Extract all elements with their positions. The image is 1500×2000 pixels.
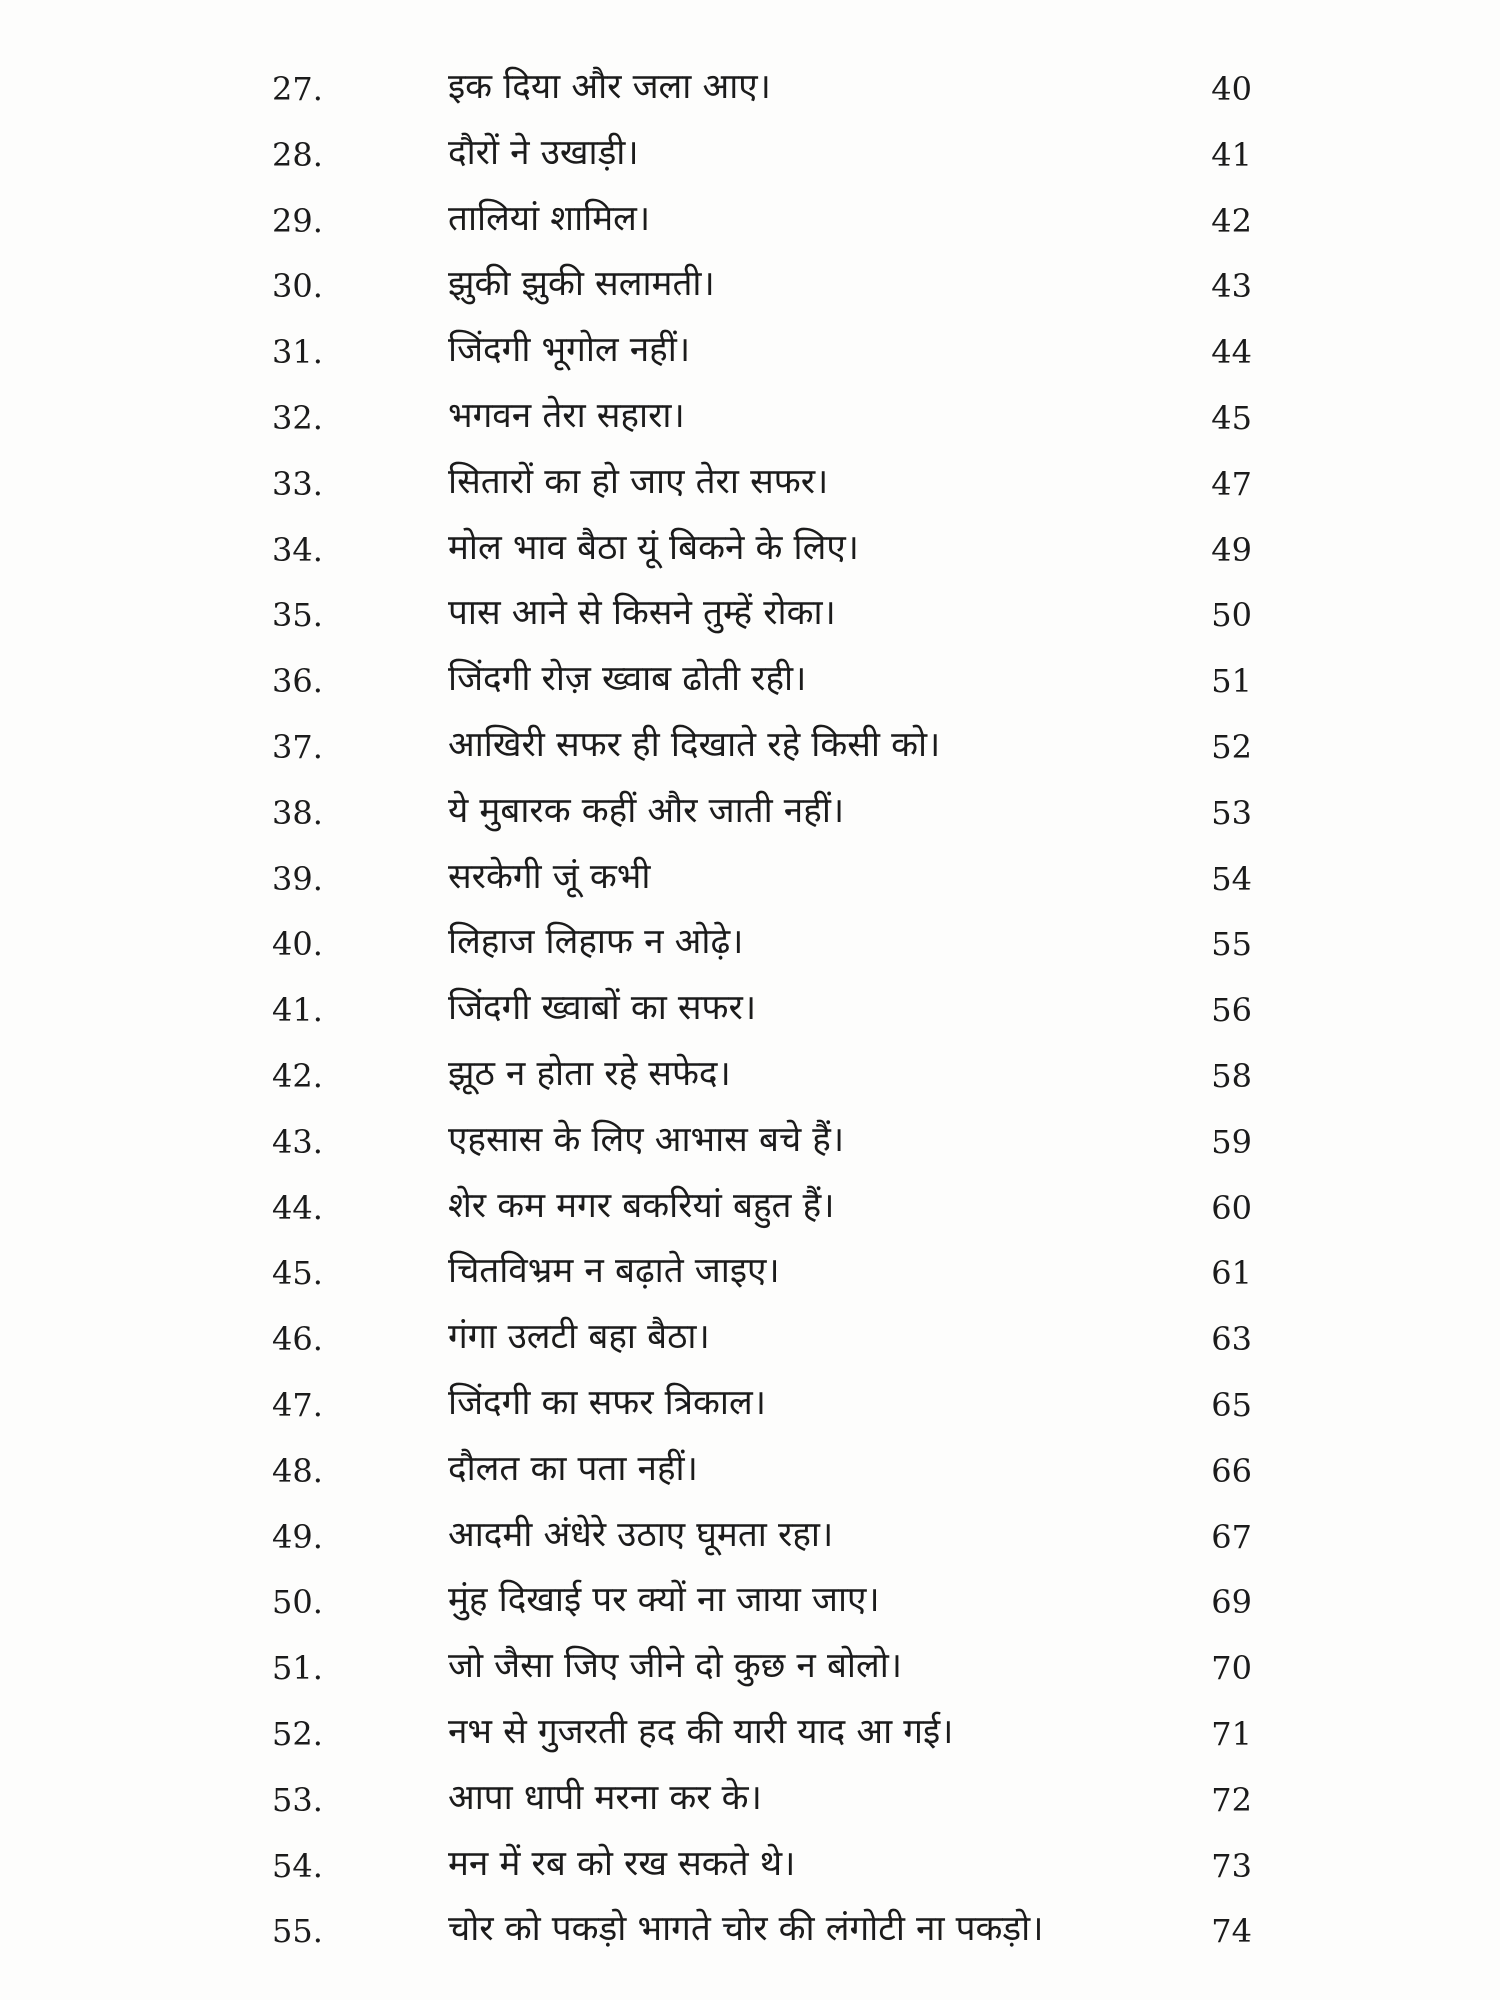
toc-entry — [0, 1051, 1500, 1117]
toc-entry-title: भगवन तेरा सहारा। — [448, 395, 685, 436]
toc-entry-number: 34. — [272, 530, 323, 569]
toc-entry-title: झुकी झुकी सलामती। — [448, 264, 715, 305]
toc-entry-number: 45. — [272, 1254, 323, 1293]
toc-entry-page-number: 61 — [1211, 1254, 1252, 1293]
toc-entry-page-number: 55 — [1211, 925, 1252, 964]
toc-entry-title: आखिरी सफर ही दिखाते रहे किसी को। — [448, 724, 941, 765]
toc-entry-number: 53. — [272, 1780, 323, 1819]
toc-entry-title: शेर कम मगर बकरियां बहुत हैं। — [448, 1185, 835, 1226]
toc-entry-number: 42. — [272, 1056, 323, 1095]
toc-entry-page-number: 71 — [1211, 1714, 1252, 1753]
toc-entry — [0, 261, 1500, 327]
toc-entry-page-number: 43 — [1211, 267, 1252, 306]
toc-entry-number: 39. — [272, 859, 323, 898]
toc-entry-number: 47. — [272, 1385, 323, 1424]
toc-entry-number: 38. — [272, 793, 323, 832]
toc-entry-number: 43. — [272, 1122, 323, 1161]
toc-entry — [0, 1709, 1500, 1775]
toc-entry-page-number: 65 — [1211, 1385, 1252, 1424]
toc-entry-title: चितविभ्रम न बढ़ाते जाइए। — [448, 1251, 780, 1292]
toc-entry-page-number: 60 — [1211, 1188, 1252, 1227]
toc-entry — [0, 1117, 1500, 1183]
toc-entry-number: 55. — [272, 1912, 323, 1951]
toc-entry-page-number: 53 — [1211, 793, 1252, 832]
toc-entry-title: लिहाज लिहाफ न ओढ़े। — [448, 922, 744, 963]
toc-entry-page-number: 50 — [1211, 596, 1252, 635]
toc-entry-title: जिंदगी रोज़ ख्वाब ढोती रही। — [448, 659, 807, 700]
toc-entry — [0, 459, 1500, 525]
toc-entry — [0, 854, 1500, 920]
toc-entry-number: 28. — [272, 135, 323, 174]
toc-entry-title: मोल भाव बैठा यूं बिकने के लिए। — [448, 527, 859, 568]
toc-entry-number: 52. — [272, 1714, 323, 1753]
toc-entry-title: इक दिया और जला आए। — [448, 67, 771, 107]
toc-entry-number: 51. — [272, 1649, 323, 1688]
toc-entry-page-number: 74 — [1211, 1912, 1252, 1951]
toc-entry-number: 48. — [272, 1451, 323, 1490]
toc-entry-page-number: 49 — [1211, 530, 1252, 569]
toc-entry-page-number: 70 — [1211, 1649, 1252, 1688]
toc-entry — [0, 1512, 1500, 1578]
toc-entry-number: 41. — [272, 991, 323, 1030]
toc-entry — [0, 1183, 1500, 1249]
toc-entry-title: मुंह दिखाई पर क्यों ना जाया जाए। — [448, 1580, 880, 1621]
toc-entry — [0, 327, 1500, 393]
toc-entry-page-number: 44 — [1211, 333, 1252, 372]
toc-entry — [0, 656, 1500, 722]
toc-entry — [0, 196, 1500, 262]
toc-entry — [0, 1643, 1500, 1709]
toc-entry-title: आदमी अंधेरे उठाए घूमता रहा। — [448, 1514, 834, 1555]
toc-entry — [0, 1775, 1500, 1841]
toc-entry-number: 50. — [272, 1583, 323, 1622]
toc-entry-number: 37. — [272, 727, 323, 766]
toc-entry — [0, 525, 1500, 591]
toc-entry-page-number: 63 — [1211, 1320, 1252, 1359]
toc-entry-title: सितारों का हो जाए तेरा सफर। — [448, 461, 829, 502]
toc-entry-page-number: 59 — [1211, 1122, 1252, 1161]
toc-entry-title: जिंदगी का सफर त्रिकाल। — [448, 1382, 766, 1423]
toc-entry — [0, 64, 1500, 130]
toc-entry-title: आपा धापी मरना कर के। — [448, 1777, 762, 1818]
toc-entry — [0, 130, 1500, 196]
toc-entry — [0, 919, 1500, 985]
toc-entry-title: जिंदगी भूगोल नहीं। — [448, 330, 691, 371]
toc-entry-title: जिंदगी ख्वाबों का सफर। — [448, 988, 757, 1029]
toc-entry-title: ये मुबारक कहीं और जाती नहीं। — [448, 790, 845, 831]
toc-entry-page-number: 54 — [1211, 859, 1252, 898]
toc-entry-title: जो जैसा जिए जीने दो कुछ न बोलो। — [448, 1646, 903, 1687]
toc-entry-number: 35. — [272, 596, 323, 635]
toc-entry-number: 44. — [272, 1188, 323, 1227]
toc-entry — [0, 393, 1500, 459]
toc-entry — [0, 722, 1500, 788]
toc-entry — [0, 1380, 1500, 1446]
toc-entry-title: नभ से गुजरती हद की यारी याद आ गई। — [448, 1711, 954, 1752]
toc-entry-number: 36. — [272, 662, 323, 701]
toc-entry-title: दौलत का पता नहीं। — [448, 1448, 698, 1489]
toc-entry-page-number: 51 — [1211, 662, 1252, 701]
toc-entry-title: पास आने से किसने तुम्हें रोका। — [448, 593, 836, 634]
toc-entry-page-number: 41 — [1211, 135, 1252, 174]
toc-entry-title: तालियां शामिल। — [448, 198, 651, 239]
toc-entry-page-number: 47 — [1211, 464, 1252, 503]
toc-entry-title: गंगा उलटी बहा बैठा। — [448, 1317, 710, 1358]
toc-entry-page-number: 72 — [1211, 1780, 1252, 1819]
toc-entry-number: 33. — [272, 464, 323, 503]
toc-entry-title: एहसास के लिए आभास बचे हैं। — [448, 1119, 845, 1160]
table-of-contents — [0, 64, 1500, 1972]
toc-entry — [0, 1577, 1500, 1643]
toc-entry-page-number: 40 — [1211, 70, 1252, 108]
toc-entry-number: 32. — [272, 398, 323, 437]
toc-entry — [0, 590, 1500, 656]
toc-entry — [0, 788, 1500, 854]
toc-entry-number: 27. — [272, 70, 323, 108]
toc-entry-title: मन में रब को रख सकते थे। — [448, 1843, 796, 1884]
toc-entry — [0, 1314, 1500, 1380]
toc-entry — [0, 1446, 1500, 1512]
toc-entry-page-number: 69 — [1211, 1583, 1252, 1622]
toc-entry-title: झूठ न होता रहे सफेद। — [448, 1053, 731, 1094]
toc-entry-number: 30. — [272, 267, 323, 306]
toc-entry-page-number: 66 — [1211, 1451, 1252, 1490]
toc-entry-page-number: 58 — [1211, 1056, 1252, 1095]
toc-entry — [0, 985, 1500, 1051]
toc-entry-number: 31. — [272, 333, 323, 372]
toc-entry-title: चोर को पकड़ो भागते चोर की लंगोटी ना पकड़ो। — [448, 1909, 1044, 1950]
toc-entry-number: 40. — [272, 925, 323, 964]
toc-entry — [0, 1906, 1500, 1972]
toc-entry-page-number: 73 — [1211, 1846, 1252, 1885]
toc-entry-title: दौरों ने उखाड़ी। — [448, 132, 639, 173]
toc-entry-page-number: 52 — [1211, 727, 1252, 766]
toc-entry-number: 49. — [272, 1517, 323, 1556]
toc-entry-page-number: 45 — [1211, 398, 1252, 437]
toc-entry-number: 54. — [272, 1846, 323, 1885]
toc-entry-number: 29. — [272, 201, 323, 240]
toc-entry — [0, 1841, 1500, 1907]
toc-entry-page-number: 56 — [1211, 991, 1252, 1030]
toc-entry — [0, 1248, 1500, 1314]
toc-entry-number: 46. — [272, 1320, 323, 1359]
toc-entry-page-number: 67 — [1211, 1517, 1252, 1556]
toc-entry-page-number: 42 — [1211, 201, 1252, 240]
toc-entry-title: सरकेगी जूं कभी — [448, 856, 651, 897]
